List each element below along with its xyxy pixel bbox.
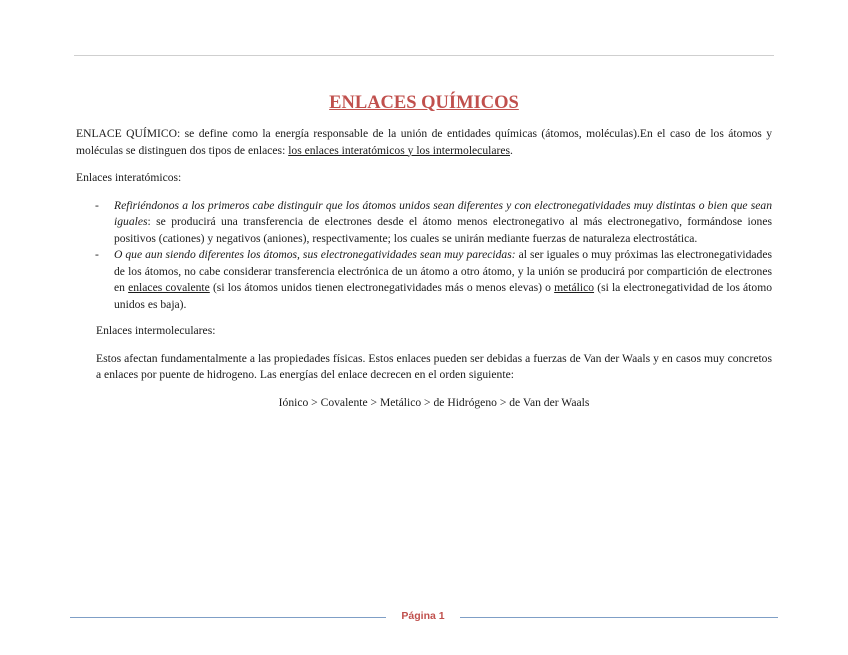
header-rule [74, 55, 774, 56]
list-item-text: al ser iguales o muy próximas las electronegatividades de los átomos, no cabe considerar transferencia electrónica de un átomo a otro átomo, y la unión se producirá por compartición de electrones en [114, 248, 772, 294]
intermolecular-heading: Enlaces intermoleculares: [96, 324, 216, 337]
page-number: Página 1 [401, 610, 445, 622]
covalent-underlined: enlaces covalente [128, 281, 210, 294]
footer-rule-left [70, 617, 386, 618]
list-item [95, 198, 772, 248]
metallic-underlined: metálico [554, 281, 595, 294]
intermolecular-paragraph: Estos afectan fundamentalmente a las propiedades físicas. Estos enlaces pueden ser debidas a fuerzas de Van der Waals y en casos muy concretos a enlaces por puente de hidrogeno. Las energías del enlace decrecen en el orden siguiente: [96, 351, 772, 381]
list-dash: - [95, 198, 99, 212]
document-body [76, 90, 772, 422]
list-dash: - [95, 248, 99, 261]
list-item-italic: O que aun siendo diferentes los átomos, sus electronegatividades sean muy parecidas: [114, 248, 516, 261]
intro-underlined-phrase: los enlaces interatómicos y los intermoleculares [288, 143, 511, 157]
page-footer [70, 611, 778, 623]
interatomic-list [76, 198, 772, 314]
intro-text: ENLACE QUÍMICO: se define como la energía responsable de la unión de entidades químicas (átomos, moléculas).En el caso de los átomos y moléculas se distinguen dos tipos de enlaces: [76, 127, 772, 157]
list-item [95, 247, 773, 313]
page-title: ENLACES QUÍMICOS [329, 93, 519, 113]
list-item-text: : se producirá una transferencia de electrones desde el átomo menos electronegativo al más electronegativo, formándose iones positivos (cationes) y negativos (aniones), respectivamente; los cuales se unirán mediante fuerzas de naturaleza electrostática. [114, 215, 772, 245]
interatomic-heading: Enlaces interatómicos: [76, 171, 182, 184]
list-item-text: (si los átomos unidos tienen electronegatividades más o menos elevas) o [209, 281, 555, 294]
intro-paragraph [76, 126, 772, 159]
intro-end: . [510, 143, 513, 157]
footer-rule-right [460, 617, 778, 618]
energy-order: Iónico > Covalente > Metálico > de Hidrógeno > de Van der Waals [278, 395, 590, 409]
list-item-italic: Refiriéndonos a los primeros cabe distinguir que los átomos unidos sean diferentes y con electronegatividades muy distintas o bien que sean iguales [114, 198, 772, 228]
list-item-text: (si la electronegatividad de los átomo unidos es baja). [114, 281, 773, 311]
